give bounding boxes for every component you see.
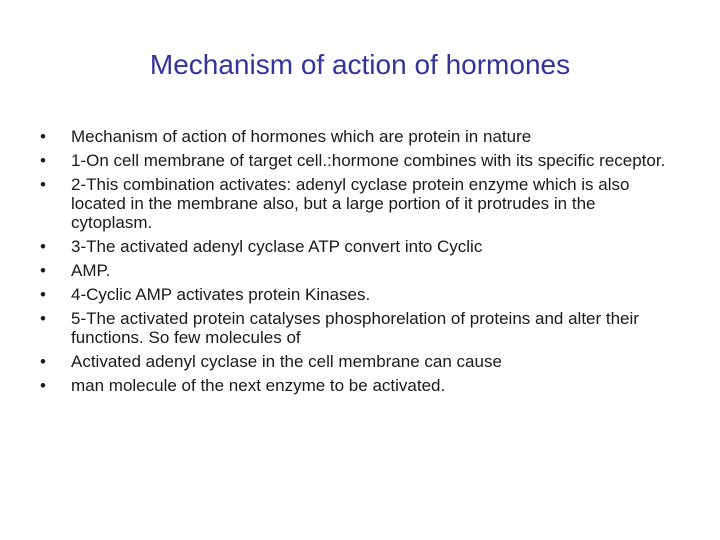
bullet-item: • AMP.	[40, 261, 680, 280]
bullet-item: • 4-Cyclic AMP activates protein Kinases.	[40, 285, 680, 304]
bullet-item: • Mechanism of action of hormones which are protein in nature	[40, 127, 680, 146]
bullet-item: • 2-This combination activates: adenyl cyclase protein enzyme which is also located in the membrane also, but a large portion of it protrudes in the cytoplasm.	[40, 175, 680, 232]
bullet-list	[40, 127, 680, 400]
bullet-item: • 1-On cell membrane of target cell.:hormone combines with its specific receptor.	[40, 151, 680, 170]
bullet-item: • 5-The activated protein catalyses phosphorelation of proteins and alter their functions. So few molecules of	[40, 309, 680, 347]
slide-title: Mechanism of action of hormones	[149, 49, 571, 80]
bullet-item: • 3-The activated adenyl cyclase ATP convert into Cyclic	[40, 237, 680, 256]
bullet-item: • man molecule of the next enzyme to be activated.	[40, 376, 680, 395]
bullet-item: • Activated adenyl cyclase in the cell membrane can cause	[40, 352, 680, 371]
